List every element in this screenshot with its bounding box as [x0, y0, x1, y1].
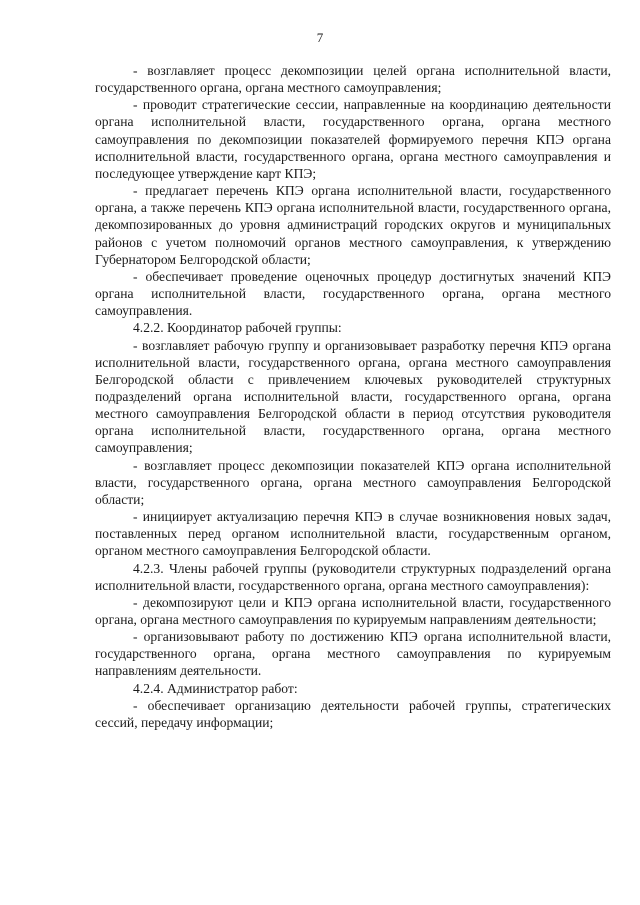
list-item-decomposition-lead: - возглавляет процесс декомпозиции целей органа исполнительной власти, государственного органа, органа местного самоуправления; — [95, 63, 611, 96]
list-item-proposes-kpi-list: - предлагает перечень КПЭ органа исполнительной власти, государственного органа, а также перечень КПЭ органа исполнительной власти, государственного органа, декомпозированных до уровня администраций городских округов и муниципальных районов с учетом полномочий органов местного самоуправления, к утверждению Губернатором Белгородской области; — [95, 183, 611, 267]
section-heading-4-2-3: 4.2.3. Члены рабочей группы (руководители структурных подразделений органа исполнительной власти, государственного органа, органа местного самоуправления): — [95, 560, 611, 593]
list-item-heads-kpi-decomposition: - возглавляет процесс декомпозиции показателей КПЭ органа исполнительной власти, государственного органа, органа местного самоуправления Белгородской области; — [95, 457, 611, 507]
document-body — [95, 62, 611, 731]
list-item-organize-work: - организовывают работу по достижению КПЭ органа исполнительной власти, государственного органа, органа местного самоуправления по курируемым направлениям деятельности. — [95, 629, 611, 679]
list-item-evaluation-procedures: - обеспечивает проведение оценочных процедур достигнутых значений КПЭ органа исполнительной власти, государственного органа, органа местного самоуправления. — [95, 268, 611, 319]
list-item-heads-working-group: - возглавляет рабочую группу и организовывает разработку перечня КПЭ органа исполнительной власти, государственного органа, органа местного самоуправления Белгородской области с привлечением ключевых руководителей структурных подразделений органа исполнительной власти, государственного органа, органа местного самоуправления Белгородской области в период отсутствия руководителя органа исполнительной власти, государственного органа, органа местного самоуправления; — [95, 337, 611, 456]
list-item-ensures-organization: - обеспечивает организацию деятельности рабочей группы, стратегических сессий, передачу информации; — [95, 697, 611, 730]
list-item-decompose-goals: - декомпозируют цели и КПЭ органа исполнительной власти, государственного органа, органа местного самоуправления по курируемым направлениям деятельности; — [95, 594, 611, 627]
page-number: 7 — [316, 30, 324, 45]
list-item-strategic-sessions: - проводит стратегические сессии, направленные на координацию деятельности органа исполнительной власти, государственного органа, органа местного самоуправления по декомпозиции показателей формируемого перечня КПЭ органа исполнительной власти, государственного органа, органа местного самоуправления и последующее утверждение карт КПЭ; — [95, 97, 611, 181]
section-heading-4-2-4: 4.2.4. Администратор работ: — [133, 680, 298, 696]
list-item-initiates-update: - инициирует актуализацию перечня КПЭ в случае возникновения новых задач, поставленных перед органом исполнительной власти, государственным органом, органом местного самоуправления Белгородской области. — [95, 509, 611, 559]
section-heading-4-2-2: 4.2.2. Координатор рабочей группы: — [133, 320, 342, 336]
